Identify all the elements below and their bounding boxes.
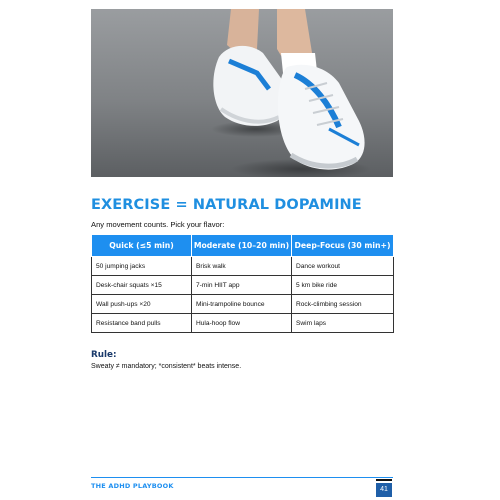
column-header-moderate: Moderate (10–20 min)	[192, 235, 292, 257]
column-header-deep-focus: Deep-Focus (30 min+)	[292, 235, 394, 257]
footer-divider	[91, 477, 393, 478]
table-cell: Desk-chair squats ×15	[92, 276, 192, 295]
rule-text: Sweaty ≠ mandatory; *consistent* beats intense.	[91, 363, 242, 370]
table-cell: Swim laps	[292, 314, 394, 333]
table-cell: Dance workout	[292, 257, 394, 276]
exercise-table	[91, 234, 394, 333]
table-cell: Hula-hoop flow	[192, 314, 292, 333]
running-shoes-image	[91, 9, 393, 177]
table-cell: Resistance band pulls	[92, 314, 192, 333]
table-cell: 7-min HIIT app	[192, 276, 292, 295]
table-cell: Rock-climbing session	[292, 295, 394, 314]
page-number: 41	[376, 483, 392, 497]
table-cell: Brisk walk	[192, 257, 292, 276]
table-row	[92, 276, 394, 295]
table-cell: Wall push-ups ×20	[92, 295, 192, 314]
footer-book-title: THE ADHD PLAYBOOK	[91, 482, 174, 490]
table-header-row	[92, 235, 394, 257]
table-row	[92, 295, 394, 314]
rule-heading: Rule:	[91, 350, 117, 360]
table-row	[92, 257, 394, 276]
table-row	[92, 314, 394, 333]
table-cell: 5 km bike ride	[292, 276, 394, 295]
column-header-quick: Quick (≤5 min)	[92, 235, 192, 257]
page-title: EXERCISE = NATURAL DOPAMINE	[91, 197, 362, 213]
table-cell: 50 jumping jacks	[92, 257, 192, 276]
table-cell: Mini-trampoline bounce	[192, 295, 292, 314]
hero-photo	[91, 9, 393, 177]
page-number-marker	[376, 479, 392, 481]
page-subtitle: Any movement counts. Pick your flavor:	[91, 220, 225, 229]
